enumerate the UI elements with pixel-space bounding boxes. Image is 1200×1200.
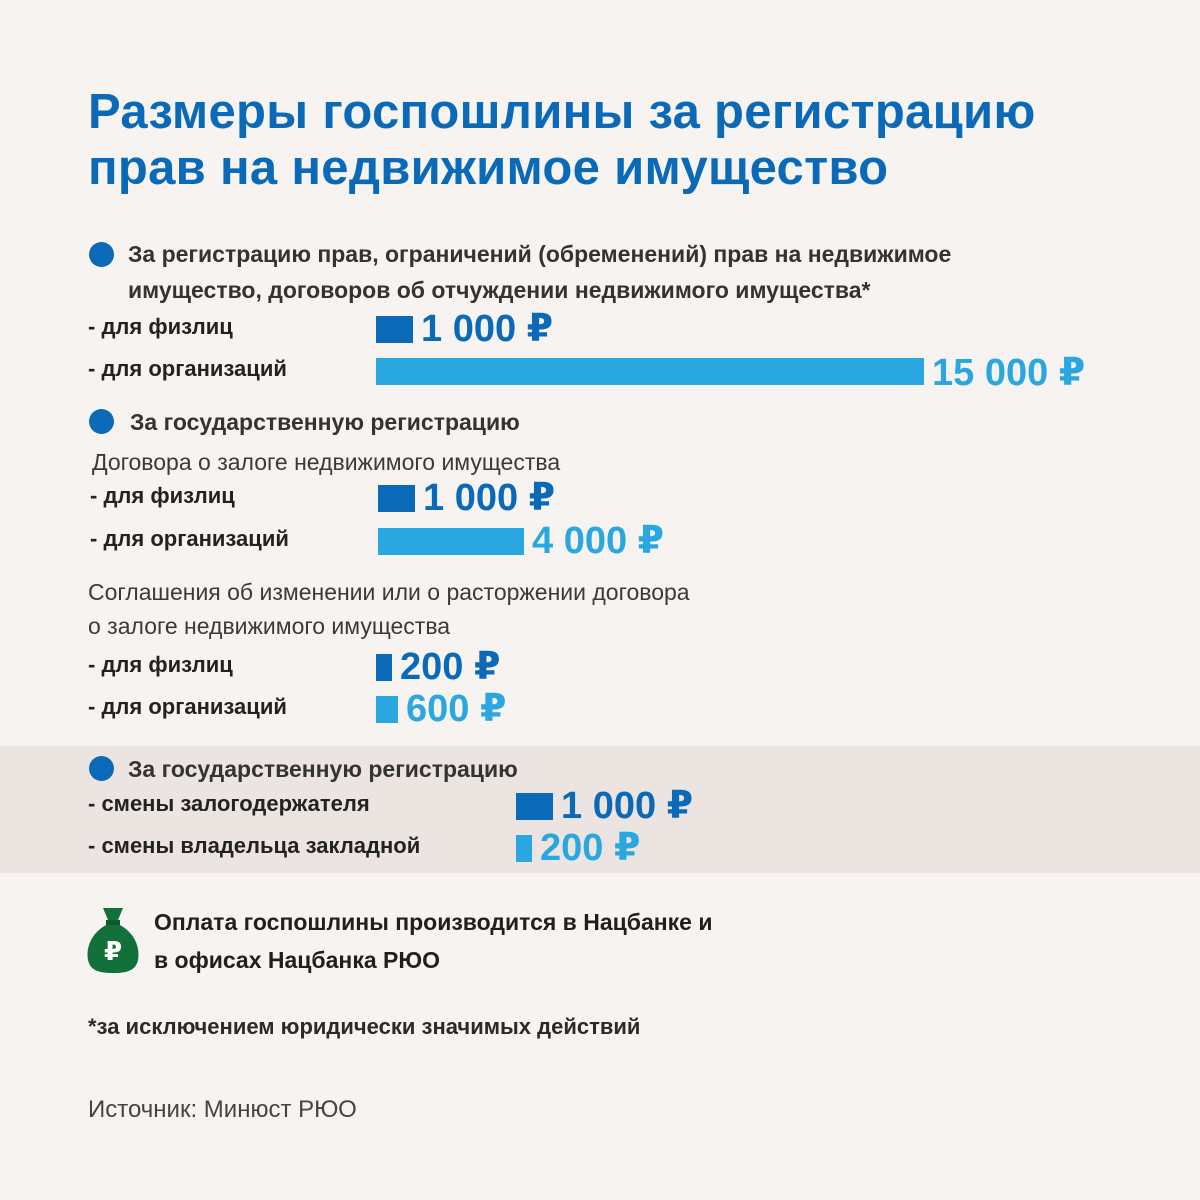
row-label: - смены владельца закладной: [88, 833, 421, 858]
bullet-dot-icon: [89, 756, 114, 781]
fee-bar: [376, 316, 413, 343]
title-line-2: прав на недвижимое имущество: [88, 141, 889, 195]
section-1-heading-line-1: За регистрацию прав, ограничений (обременений) прав на недвижимое: [128, 241, 952, 267]
row-label: - для физлиц: [88, 314, 233, 339]
fee-value-label: 200 ₽: [540, 827, 641, 869]
bullet-dot-icon: [89, 409, 114, 434]
section-2-sub-2-line-1: Соглашения об изменении или о расторжении договора: [88, 579, 690, 605]
section-2-sub-2: [88, 575, 888, 643]
row-label: - для физлиц: [90, 483, 235, 508]
fee-value-label: 1 000 ₽: [561, 785, 694, 827]
fee-bar: [378, 528, 524, 555]
title-line-1: Размеры госпошлины за регистрацию: [88, 85, 1036, 139]
fee-value-label: 200 ₽: [400, 646, 501, 688]
money-bag-glyph: ₽: [103, 937, 123, 967]
fee-value-label: 600 ₽: [406, 688, 507, 730]
fee-value-label: 1 000 ₽: [421, 308, 554, 350]
source-text: Источник: Минюст РЮО: [88, 1096, 357, 1123]
bullet-dot-icon: [89, 242, 114, 267]
fee-bar: [376, 654, 392, 681]
page-title: [88, 84, 1168, 196]
payment-note-line-1: Оплата госпошлины производится в Нацбанке и: [154, 909, 713, 935]
fee-value-label: 1 000 ₽: [423, 477, 556, 519]
fee-bar: [516, 793, 553, 820]
fee-bar: [376, 696, 398, 723]
row-label: - смены залогодержателя: [88, 791, 370, 816]
row-label: - для физлиц: [88, 652, 233, 677]
payment-note-line-2: в офисах Нацбанка РЮО: [154, 947, 440, 973]
money-bag-ruble-icon: [84, 904, 142, 974]
fee-bar: [376, 358, 924, 385]
row-label: - для организаций: [88, 356, 287, 381]
section-2-heading: За государственную регистрацию: [130, 409, 520, 435]
fee-bar: [378, 485, 415, 512]
section-1-heading-line-2: имущество, договоров об отчуждении недвижимого имущества*: [128, 277, 871, 303]
fee-value-label: 15 000 ₽: [932, 352, 1086, 394]
footnote: *за исключением юридически значимых действий: [88, 1014, 641, 1039]
section-2-sub-2-line-2: о залоге недвижимого имущества: [88, 613, 451, 639]
section-2-sub-1: Договора о залоге недвижимого имущества: [92, 449, 561, 475]
payment-note: [154, 903, 712, 979]
fee-value-label: 4 000 ₽: [532, 520, 665, 562]
section-1-heading: [128, 236, 1168, 308]
section-3-heading: За государственную регистрацию: [128, 756, 518, 782]
row-label: - для организаций: [88, 694, 287, 719]
row-label: - для организаций: [90, 526, 289, 551]
fee-bar: [516, 835, 532, 862]
